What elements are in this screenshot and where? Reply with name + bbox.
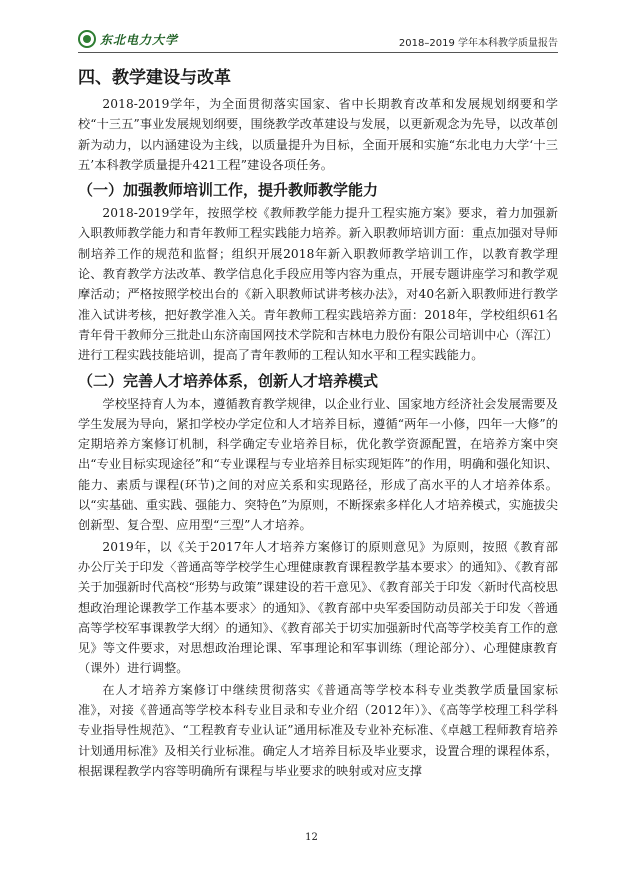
page-number: 12 — [305, 832, 318, 843]
university-emblem-icon — [78, 30, 96, 48]
report-title: 2018–2019 学年本科教学质量报告 — [398, 38, 558, 49]
talent-cultivation-paragraph-2: 2019年，以《关于2017年人才培养方案修订的原则意见》为原则，按照《教育部办公厅关于印发〈普通高等学校学生心理健康教育课程教学基本要求〉的通知》、《教育部关于加强新时代高校“形势与政策”课建设的若干意见》、《教育部关于印发〈新时代高校思想政治理论课教学工作基本要求〉的通知》、《教育部中央军委国防动员部关于印发〈普通高等学校军事课教学大纲〉的通知》、《教育部关于切实加强新时代高等学校美育工作的意见》等文件要求，对思想政治理论课、军事理论和军事训练（理论部分）、心理健康教育（课外）进行调整。 — [78, 539, 558, 676]
page-header — [78, 28, 558, 54]
university-logo — [78, 28, 178, 50]
talent-cultivation-paragraph-3: 在人才培养方案修订中继续贯彻落实《普通高等学校本科专业类教学质量国家标准》，对接《普通高等学校本科专业目录和专业介绍（2012年）》、《高等学校理工科学科专业指导性规范》、“工程教育专业认证”通用标准及专业补充标准、《卓越工程师教育培养计划通用标准》及相关行业标准。确定人才培养目标及毕业要求，设置合理的课程体系，根据课程教学内容等明确所有课程与毕业要求的映射或对应支撑 — [78, 682, 558, 778]
teacher-training-paragraph: 2018-2019学年，按照学校《教师教学能力提升工程实施方案》要求，着力加强新入职教师教学能力和青年教师工程实践能力培养。新入职教师培训方面：重点加强对导师制培养工作的规范和监督；组织开展2018年新入职教师教学培训工作，以教育教学理论、教育教学方法改革、教学信息化手段应用等内容为重点，开展专题讲座学习和教学观摩活动；严格按照学校出台的《新入职教师试讲考核办法》，对40名新入职教师进行教学准入试讲考核，把好教学准入关。青年教师工程实践培养方面：2018年，学校组织61名青年骨干教师分三批赴山东济南国网技术学院和吉林电力股份有限公司培训中心（浑江）进行工程实践技能培训，提高了青年教师的工程认知水平和工程实践能力。 — [78, 206, 558, 363]
logo-text: 东北电力大学 — [100, 32, 179, 47]
subsection-heading-teacher-training: （一）加强教师培训工作，提升教师教学能力 — [78, 181, 379, 200]
header-divider — [78, 52, 558, 53]
section-heading: 四、教学建设与改革 — [78, 68, 231, 88]
talent-cultivation-paragraph-1: 学校坚持育人为本，遵循教育教学规律，以企业行业、国家地方经济社会发展需要及学生发展为导向，紧扣学校办学定位和人才培养目标，遵循“两年一小修，四年一大修”的定期培养方案修订机制，科学确定专业培养目标，优化教学资源配置，在培养方案中突出“专业目标实现途径”和“专业课程与专业培养目标实现矩阵”的作用，明确和强化知识、能力、素质与课程(环节)之间的对应关系和实现路径，形成了高水平的人才培养体系。以“实基础、重实践、强能力、突特色”为原则，不断探索多样化人才培养模式，实施拔尖创新型、复合型、应用型“三型”人才培养。 — [78, 396, 558, 533]
page-body — [78, 62, 558, 782]
section-intro-paragraph: 2018-2019学年，为全面贯彻落实国家、省中长期教育改革和发展规划纲要和学校“十三五”事业发展规划纲要，围绕教学改革建设与发展，以更新观念为先导，以改革创新为动力，以内涵建设为主线，以质量提升为目标，全面开展和实施“东北电力大学‘十三五’本科教学质量提升421工程”建设各项任务。 — [78, 97, 558, 172]
subsection-heading-talent-cultivation: （二）完善人才培养体系，创新人才培养模式 — [78, 371, 379, 390]
